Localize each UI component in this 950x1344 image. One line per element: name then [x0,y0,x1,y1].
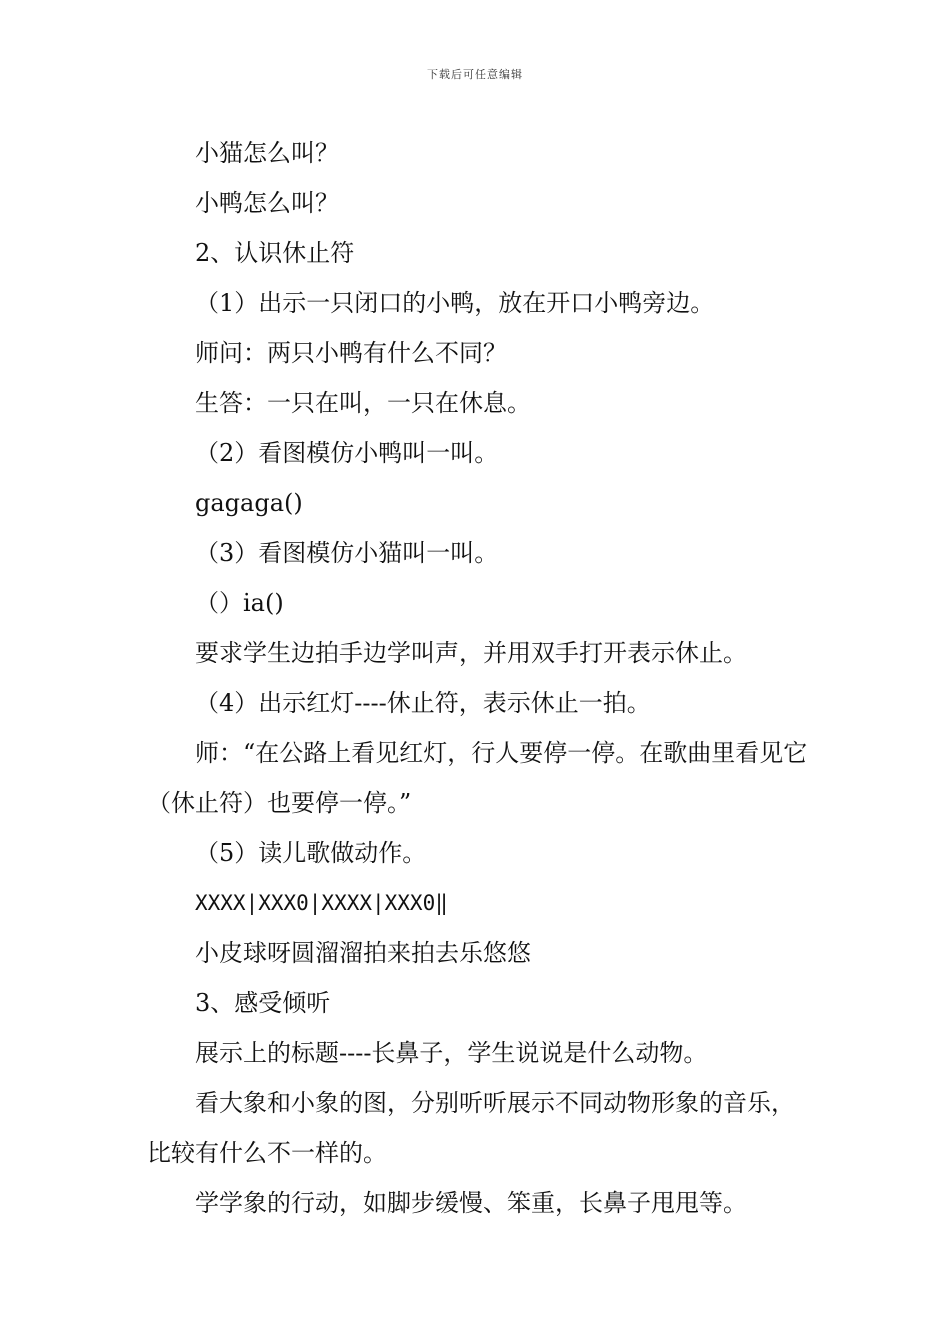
paragraph-cat-sound: （）ia() [195,589,284,617]
document-body [147,128,812,1228]
paragraph-step-3: （3）看图模仿小猫叫一叫。 [195,539,499,567]
section-heading-listen: 3、感受倾听 [195,989,331,1017]
page-header: 下载后可任意编辑 [427,68,523,81]
paragraph-nursery-rhyme: 小皮球呀圆溜溜拍来拍去乐悠悠 [195,939,531,967]
paragraph-show-title: 展示上的标题----长鼻子，学生说说是什么动物。 [195,1039,708,1067]
paragraph-duck-question: 小鸭怎么叫？ [195,189,339,217]
paragraph-clap-instruction: 要求学生边拍手边学叫声，并用双手打开表示休止。 [195,639,747,667]
paragraph-step-5: （5）读儿歌做动作。 [195,839,427,867]
paragraph-imitate-elephant: 学学象的行动，如脚步缓慢、笨重，长鼻子甩甩等。 [195,1189,747,1217]
rhythm-notation: XXXX|XXX0|XXXX|XXX0‖ [195,891,448,915]
paragraph-elephant-images: 看大象和小象的图，分别听听展示不同动物形象的音乐，比较有什么不一样的。 [147,1089,795,1167]
paragraph-teacher-asks: 师问：两只小鸭有什么不同？ [195,339,507,367]
paragraph-step-2: （2）看图模仿小鸭叫一叫。 [195,439,499,467]
paragraph-step-4: （4）出示红灯----休止符，表示休止一拍。 [195,689,651,717]
paragraph-student-answers: 生答：一只在叫，一只在休息。 [195,389,531,417]
paragraph-teacher-quote: 师：“在公路上看见红灯，行人要停一停。在歌曲里看见它（休止符）也要停一停。” [147,739,808,817]
section-heading-rest: 2、认识休止符 [195,239,355,267]
paragraph-cat-question: 小猫怎么叫？ [195,139,339,167]
paragraph-step-1: （1）出示一只闭口的小鸭，放在开口小鸭旁边。 [195,289,715,317]
paragraph-duck-sound: gagaga() [195,489,303,517]
